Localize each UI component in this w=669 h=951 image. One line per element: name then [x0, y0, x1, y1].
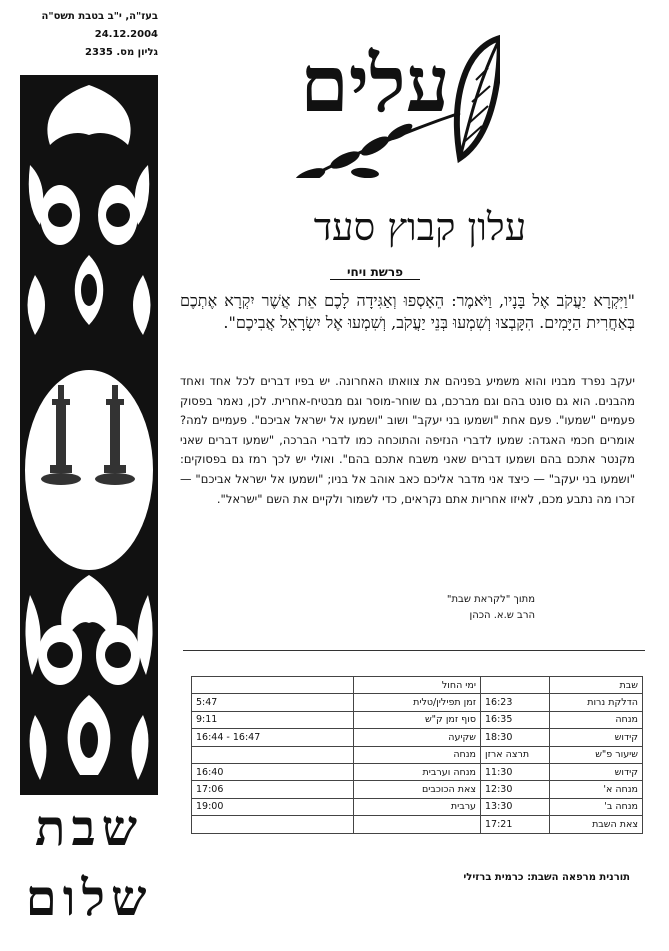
- weekday-label: מנחה וערבית: [354, 763, 481, 780]
- shabbat-label: הדלקת נרות: [550, 694, 643, 711]
- weekday-time: 9:11: [192, 711, 354, 728]
- weekday-time: 16:47 - 16:44: [192, 729, 354, 746]
- hebrew-date: בעז"ה, י"ב בטבת תשס"ה: [41, 11, 158, 22]
- table-row: [192, 729, 643, 746]
- section-divider: [183, 650, 645, 651]
- weekday-label: ערבית: [354, 798, 481, 815]
- table-row: [192, 746, 643, 763]
- shabbat-time: 13:30: [481, 798, 550, 815]
- article-source: [355, 592, 535, 624]
- decorative-side-panel: [20, 75, 158, 795]
- weekday-label: צאת הכוכבים: [354, 781, 481, 798]
- shabbat-label: מנחה: [550, 711, 643, 728]
- weekday-time: [192, 816, 354, 833]
- table-header-row: [192, 677, 643, 694]
- shabbat-time: 17:21: [481, 816, 550, 833]
- weekday-label: סוף זמן ק"ש: [354, 711, 481, 728]
- weekday-label: [354, 816, 481, 833]
- parasha-title: פרשת ויחי: [330, 265, 420, 280]
- shabbat-label: מנחה ב': [550, 798, 643, 815]
- shabbat-time: 11:30: [481, 763, 550, 780]
- prayer-times-table: [191, 676, 643, 834]
- header-meta: [40, 8, 158, 62]
- torah-verse: "וַיִּקְרָא יַעֲקֹב אֶל בָּנָיו, וַיֹּאמֶר: הֵאָסְפוּ וְאַגִּידָה לָכֶם אֵת אֲשֶׁר יִקְרָא אֶתְכֶם בְּאַחֲרִית הַיָּמִים. הִקָּבְצוּ וְשִׁמְעוּ בְּנֵי יַעֲקֹב, וְשִׁמְעוּ אֶל יִשְׂרָאֵל אֲבִיכֶם".: [180, 291, 635, 332]
- table-row: [192, 798, 643, 815]
- newsletter-subtitle: עלון קבוץ סעד: [313, 205, 527, 249]
- shabbat-label: שיעור פ"ש: [550, 746, 643, 763]
- shabbat-label: קידוש: [550, 763, 643, 780]
- shabbat-time: 16:23: [481, 694, 550, 711]
- weekday-time: 17:06: [192, 781, 354, 798]
- article-body: יעקב נפרד מבניו והוא משמיע בפניהם את צוואתו האחרונה. יש בפיו דברים לכל אחד ואחד מהבנים. הוא גם סונט בהם וגם מברכם, גם שוחר-מוסר וגם מבטיח-אחרית. לכן, נאמר בפסוק פעמיים "שמעו". פעם אחת "ושמעו בני יעקב" ושוב "ושמעו אל ישראל אביכם". פעמיים למה? אומרים חכמי האגדה: שמעו לדברי הנזיפה והתוכחה כמו לדברי הברכה, "שמעו דברים שאני מקנטר אתכם בהם ושמעו דברים שאני משבח אתכם בהם". ואולי יש לכך רמז גם בפסוקים: "ושמעו בני יעקב" — כיצד אני מדבר אליכם כאב אוהב אל בניו; "ושמעו אל ישראל אביכם" — זכרו מה נתבע מכם, לאיזו אחריות אתם נקראים, כדי לשמור ולקיים את השם "ישראל".: [180, 374, 635, 506]
- table-row: [192, 763, 643, 780]
- weekday-header: ימי החול: [354, 677, 481, 694]
- source-author: הרב ש.א. הכהן: [469, 610, 535, 621]
- shabbat-label: מנחה א': [550, 781, 643, 798]
- shabbat-label: צאת השבת: [550, 816, 643, 833]
- source-from: מתוך "לקראת שבת": [446, 594, 535, 605]
- shabbat-word: שבת: [35, 798, 143, 857]
- shabbat-time: תרצה ארזן: [481, 746, 550, 763]
- shabbat-label: קידוש: [550, 729, 643, 746]
- table-row: [192, 781, 643, 798]
- shabbat-time: 16:35: [481, 711, 550, 728]
- duty-nurse-note: תורנית מרפאה השבת: כרמית ברזילי: [463, 872, 630, 883]
- shabbat-time: 12:30: [481, 781, 550, 798]
- table-row: [192, 816, 643, 833]
- weekday-label: זמן תפילין/טלית: [354, 694, 481, 711]
- issue-number: גליון מס. 2335: [85, 47, 158, 58]
- table-row: [192, 711, 643, 728]
- table-row: [192, 694, 643, 711]
- shalom-word: שלום: [25, 868, 153, 927]
- weekday-time: 16:40: [192, 763, 354, 780]
- weekday-time: [192, 746, 354, 763]
- weekday-label: שקיעה: [354, 729, 481, 746]
- weekday-label: מנחה: [354, 746, 481, 763]
- shabbat-header: שבת: [550, 677, 643, 694]
- shabbat-time: 18:30: [481, 729, 550, 746]
- ornament-illustration: [20, 75, 158, 795]
- weekday-time: 19:00: [192, 798, 354, 815]
- logo-word: עלים: [300, 39, 450, 130]
- issue-date: 24.12.2004: [94, 29, 158, 40]
- weekday-time: 5:47: [192, 694, 354, 711]
